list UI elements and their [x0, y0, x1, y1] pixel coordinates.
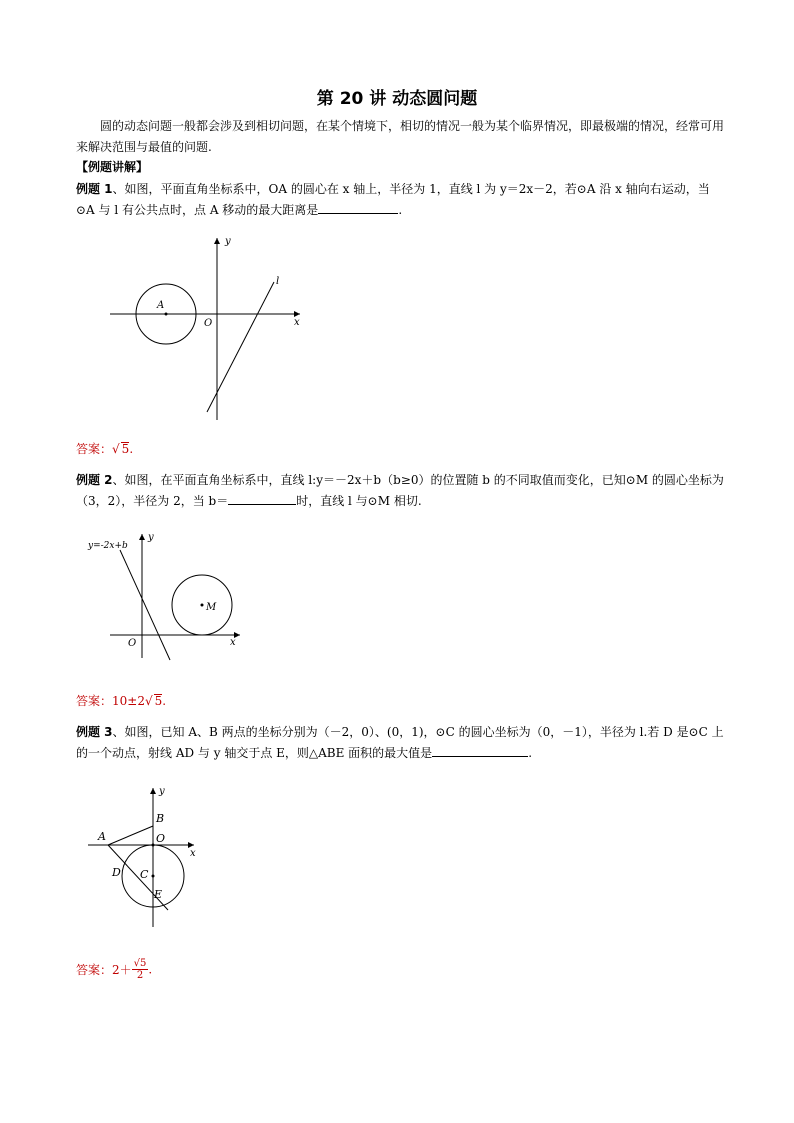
- intro-paragraph: 圆的动态问题一般都会涉及到相切问题，在某个情境下，相切的情况一般为某个临界情况，即最极端的情况，经常可用来解决范围与最值的问题.: [76, 119, 725, 154]
- center-c-point: [152, 875, 155, 878]
- example-2-text: [76, 470, 726, 512]
- point-a-label: A: [157, 300, 165, 311]
- answer-end: .: [129, 442, 134, 456]
- answer-prefix: 10±2: [112, 694, 145, 708]
- example-1-label: 例题 1: [76, 182, 113, 196]
- origin-label: O: [156, 832, 166, 845]
- example-2-end: 时，直线 l 与⊙M 相切.: [296, 494, 422, 508]
- line-l-label: l: [276, 276, 280, 287]
- example-2-body: 、如图，在平面直角坐标系中，直线 l:y＝－2x＋b（b≥0）的位置随 b 的不同取值而变化，已知⊙M 的圆心坐标为（3，2），半径为 2，当 b＝: [76, 473, 724, 508]
- example-1-body: 、如图，平面直角坐标系中，OA 的圆心在 x 轴上，半径为 1，直线 l 为 y＝2x－2，若⊙A 沿 x 轴向右运动，当⊙A 与 l 有公共点时，点 A 移动的最大距离是: [76, 182, 710, 217]
- answer-radicand: 5: [154, 694, 163, 708]
- page-title: 第 20 讲 动态圆问题: [316, 89, 478, 109]
- answer-radical: √: [112, 442, 120, 456]
- x-label: x: [294, 317, 300, 328]
- answer-prefix: 2＋: [112, 963, 132, 977]
- answer-denominator: 2: [136, 970, 144, 981]
- point-c-label: C: [140, 868, 149, 881]
- answer-end: .: [162, 694, 167, 708]
- point-d-label: D: [112, 866, 121, 879]
- example-2-blank: [228, 492, 296, 505]
- answer-radical: √: [144, 694, 153, 708]
- answer-end: .: [148, 962, 153, 977]
- answer-label: 答案：: [76, 694, 113, 708]
- example-3-text: [76, 722, 726, 764]
- example-1-end: .: [398, 203, 403, 217]
- example-1-figure: [110, 232, 310, 422]
- answer-label: 答案：: [76, 442, 113, 456]
- line-equation-label: y=-2x+b: [88, 541, 128, 551]
- point-m-label: M: [206, 602, 217, 613]
- origin-label: O: [204, 318, 213, 329]
- point-a-label: A: [98, 830, 106, 843]
- answer-radicand: 5: [121, 442, 130, 456]
- y-label: y: [148, 532, 154, 543]
- x-label: x: [190, 848, 196, 859]
- origin-point: [152, 844, 155, 847]
- answer-fraction: [132, 958, 149, 981]
- example-3-figure: [82, 782, 212, 932]
- example-3-label: 例题 3: [76, 725, 113, 739]
- segment-ab: [108, 826, 153, 845]
- y-label: y: [225, 236, 231, 247]
- example-2-figure: [80, 528, 250, 668]
- example-1-answer: [76, 440, 133, 457]
- example-3-body: 、如图，已知 A、B 两点的坐标分别为（－2，0）、(0，1)，⊙C 的圆心坐标为（0，－1），半径为 l.若 D 是⊙C 上的一个动点，射线 AD 与 y 轴交于点 E，则△ABE 面积的最大值是: [76, 725, 724, 760]
- example-2-label: 例题 2: [76, 473, 113, 487]
- answer-numerator: √5: [133, 958, 147, 969]
- center-a-point: [165, 313, 168, 316]
- section-heading: 【例题讲解】: [76, 160, 149, 174]
- answer-label: 答案：: [76, 963, 113, 977]
- y-axis-arrow: [150, 788, 156, 794]
- point-e-label: E: [154, 888, 163, 901]
- example-3-blank: [432, 744, 528, 757]
- x-label: x: [230, 637, 236, 648]
- origin-label: O: [128, 638, 137, 649]
- example-3-end: .: [528, 746, 533, 760]
- y-axis-arrow: [139, 534, 145, 540]
- example-1-text: [76, 179, 726, 221]
- y-label: y: [159, 786, 165, 797]
- example-2-answer: [76, 692, 166, 709]
- point-b-label: B: [156, 812, 165, 825]
- example-1-blank: [318, 201, 398, 214]
- y-axis-arrow: [214, 238, 220, 244]
- center-m-point: [201, 604, 204, 607]
- example-3-answer: [76, 958, 152, 981]
